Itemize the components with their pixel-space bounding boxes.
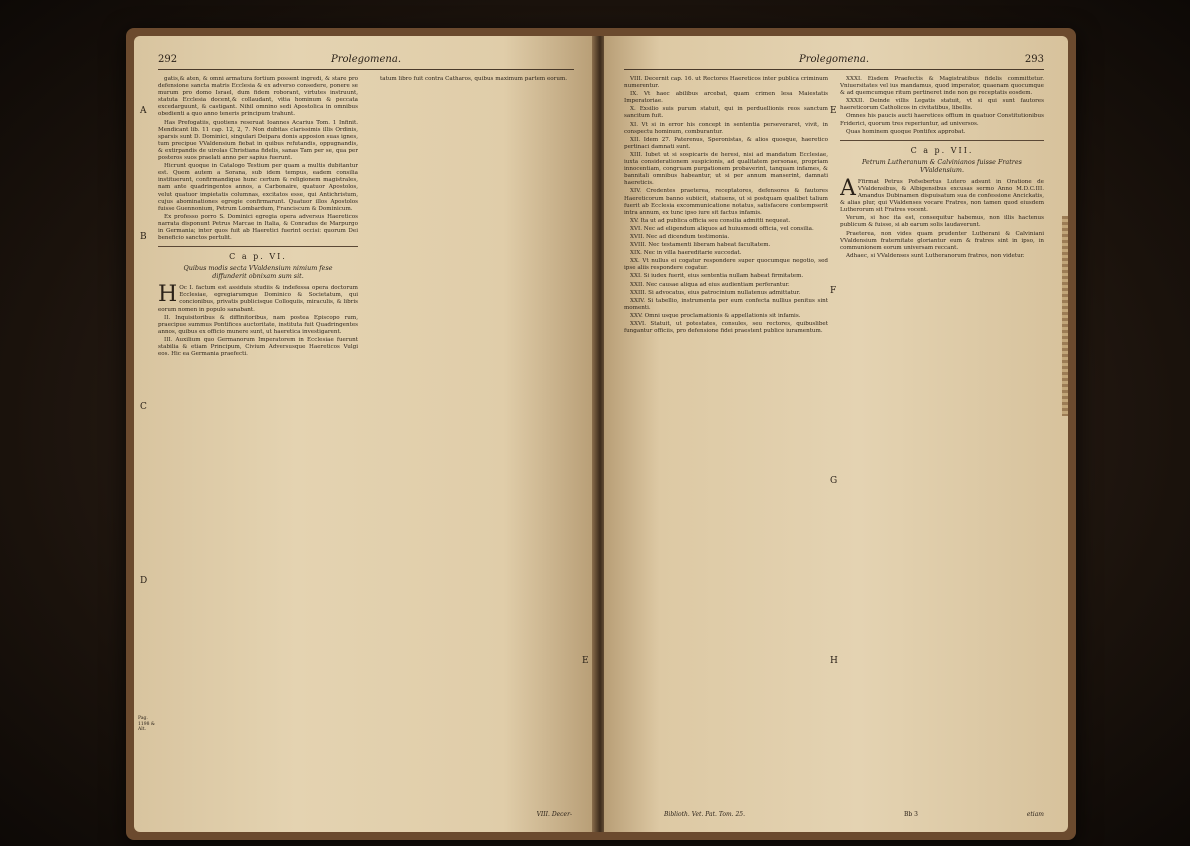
- paragraph: VIII. Decernit cap. 16. ut Rectores Haereticos inter publica criminum numerentur.: [624, 76, 828, 90]
- paragraph: III. Auxilium quo Germanorum Imperatorem in Ecclesiae fuerunt stabilia & etiam Principum, Civium Adversusque Haereticos Vulgi eos. Hic ea Germania praefecti.: [158, 336, 358, 358]
- paragraph: XXII. Nec causae aliqua ad eius audientiam perferantur.: [630, 281, 790, 288]
- margin-letter-e: E: [582, 656, 589, 666]
- paragraph: X. Exsilio suis purum statuit, qui in perduellionis reos sanctum sancitum fuit.: [624, 106, 828, 120]
- paragraph: XVII. Nec ad dicendum testimonia.: [630, 233, 730, 240]
- drop-cap: A: [840, 175, 856, 201]
- separator: [840, 140, 1044, 141]
- margin-letter-c: C: [140, 402, 147, 412]
- left-running-header: [158, 52, 574, 70]
- paragraph: XXIV. Si tabellio, instrumenta per eum confecta nullius penitus sint momenti.: [624, 297, 828, 311]
- paragraph: Praeterea, non vides quam prudenter Lutherani & Calviniani VValdensium fraternitate gloriantur eum & fratres sint in ipso, in communionem eorum universam reccant.: [840, 230, 1044, 251]
- left-page-number: 292: [158, 54, 178, 65]
- signature-mark: Bb 3: [904, 811, 918, 818]
- left-column-b: [374, 76, 574, 796]
- paragraph: XIII. Iubet ut si sospicaris de heresi, nisi ad mandatum Ecclesiae, iuxta considerationem suspicionis, ad qualitatem personae, propriam innocentiam, congruam purgationem probaverint, tanquam infames, & bannitali omnibus habeantur, ut si per annum manserint, damnati haereticis.: [624, 151, 828, 187]
- left-catchword: VIII. Decer-: [536, 811, 572, 818]
- left-col-b-text: [374, 76, 574, 83]
- paragraph: XX. Vt nullus ei cogatur respondere super quocumque negotio, sed ipse aliis respondere cogatur.: [624, 258, 828, 272]
- paragraph: tatum libro fuit contra Catharos, quibus maximum partem eorum.: [380, 76, 568, 82]
- paragraph: Has Prefogatiis, quotiens reseruat Ioannes Acarius Tom. 1 Infinit. Mendicant lib. 11 cap. 12, 2, 7. Non dubitas clarissimis illis Ordinis, sparsis sunt D. Dominici, singulari Deipara donis apposion suas ignes, tum precipue VValdensium fiebat in quibus refutandis, oppugnandis, & extirpandis de uirolas Christiana fidelis, sanas Tam per se, qua per posteros suos praelati anno per sapius fuerunt.: [158, 119, 358, 162]
- paragraph: XXVI. Statuit, ut potestates, consules, seu rectores, quibuslibet fungantur officiis, pro defensione fidei praestent publice iuramentum.: [624, 321, 828, 335]
- right-running-title: Prolegomena.: [798, 54, 870, 65]
- paragraph: Verum, si hoc ita est, consequitur habemus, non illis hactenus publicum & fuisse, si ab earum solis laudaverunt.: [840, 215, 1044, 229]
- paragraph: IX. Vt haec abilibus arcebat, quam crimen lesa Maiestatis Imperatoriae.: [624, 91, 828, 105]
- paragraph: Adhaec, si VValdenses sunt Lutheranorum fratres, non videtur.: [846, 252, 1025, 259]
- paragraph: II. Inquisitoribus & diffinitoribus, nam postea Episcopo rum, praecipue summus Pontifices auctoritate, instituta fuit Quadringentes annos, quibus ex officio munere sunt, ut haeretica investigarent.: [158, 314, 358, 335]
- separator: [158, 246, 358, 247]
- paragraph: XXI. Si iudex fuerit, eius sententia nullam habeat firmitatem.: [630, 273, 804, 280]
- margin-letter-e: E: [830, 106, 837, 116]
- paragraph: XXV. Omni usque proclamationis & appellationis sit infamis.: [630, 312, 801, 319]
- right-page-number: 293: [1024, 54, 1044, 65]
- paragraph: XIV. Credentes praeterea, receptatores, defensores & fautores Haereticorum banno subiicit, statuens, ut si postquam qualibet talium fuerit ab Ecclesia excommunicatione notatus, satisfacere contempserit intra annum, ex tunc ipso iure sit factus infamis.: [624, 188, 828, 216]
- left-column-a: [158, 76, 358, 796]
- chapter-opening: [158, 282, 358, 313]
- paragraph: XV. Ita ut ad publica officia seu consilia admitti nequeat.: [630, 217, 791, 224]
- paragraph: XXIII. Si advocatus, eius patrocinium nullatenus admittatur.: [630, 289, 801, 296]
- right-catchword: etiam: [1026, 811, 1044, 818]
- paragraph: XI. Vt si in error his concept in sententia perseveraret, vivit, in conspectu hominum, comburantur.: [624, 121, 828, 135]
- right-col-a-text: [624, 76, 828, 335]
- paragraph: Hicrunt quoque in Catalogo Testium per quam a multis dubitantur est. Quem autem a Sorana, sub idem tempus, eadem consilia instituerunt, confirmandique hunc certum & religionem magistrales, nam ante quadringentos annos, a Carbonaire, quatuor Apostolos, velut quatuor impietatis columnas, excitatos esse, qui Antichristum, cujus abominationes egregie confirmarunt. Quatuor illos Apostolos fuisse Guennonium, Petrum Lombardum, Franciscum & Dominicum.: [158, 163, 358, 212]
- margin-letter-g: G: [830, 476, 838, 486]
- page-edges: [1062, 216, 1068, 416]
- left-page: [134, 36, 596, 832]
- margin-letter-d: D: [140, 576, 148, 586]
- paragraph: XVI. Nec ad eligendum aliquos ad huiusmodi officia, vel consilia.: [630, 225, 814, 232]
- paragraph: XXXI. Eisdem Praefectis & Magistratibus fidelis committetur. Vniuersitates vel ius mandamus, quod imperator, quaenam quocumque & ad quemcumque ritum pertineret inde non ge receptatis eosdem.: [840, 76, 1044, 97]
- right-column-b: [840, 76, 1044, 796]
- chapter-heading: C a p. VII.: [910, 145, 974, 155]
- margin-letter-f: F: [830, 286, 837, 296]
- right-column-a: [624, 76, 828, 796]
- paragraph: XIX. Nec in villa haereditarie succedat.: [630, 250, 742, 257]
- paragraph: XXXII. Deinde villis Legatis statuit, vt si qui sunt fautores haereticorum Catholicos in civitatibus, libellis.: [840, 98, 1044, 112]
- chapter-heading: C a p. VI.: [229, 252, 287, 262]
- chapter-opening: [840, 175, 1044, 214]
- margin-letter-a: A: [140, 106, 147, 116]
- margin-letter-h: H: [830, 656, 838, 666]
- paragraph: Oc I. factum est assiduis studiis & indefessa opera doctorum Ecclesiae, egregiarumque Dominico & Societatum, qui concionibus, privatis publicisque Colloquiis, miraculis, & libris eorum nomen in populo sanabant.: [158, 285, 358, 313]
- left-running-title: Prolegomena.: [330, 54, 402, 65]
- right-running-header: [624, 52, 1044, 70]
- chapter-title: Quibus modis secta VValdensium nimium fese diffunderit obnixam sum sit.: [183, 264, 333, 281]
- chapter-title: Petrum Lutheranum & Calvinianos fuisse Fratres VValdensium.: [862, 157, 1022, 174]
- open-book: [126, 28, 1076, 840]
- paragraph: gatis,& aten, & omni armatura fortium possent ingredi, & stare pro defensione sancta matris Ecclesia & ex adverso consedere, ponere se murum pro domo Israel, dum fidem roborant, virtutes instruunt, statuta Ecclesia docent,& collaudant, vitia hominum & peccata excedarguunt, & castigant. Nihil omnino sedi Apostolica in omnibus obedienti a quo anno teneris principum trahunt.: [158, 76, 358, 118]
- paragraph: Ffirmat Petrus Pofsebertus Lutero adsunt in Oratione de VValdensibus, & Albigensibus excusas sermo Anno M.D.C.III. Amandus Dubinamen dispuisatum sua de confessione Ancickatis, & alias plur, qui VValdenses vocare Fratres, non tamen quod eiusdem Lutherorum sit Fratres vocent.: [840, 178, 1044, 214]
- left-col-a-text: [158, 76, 358, 358]
- paragraph: Quas hominem quoque Pontifex approbat.: [846, 128, 966, 135]
- drop-cap: H: [158, 282, 178, 308]
- margin-letter-b: B: [140, 232, 147, 242]
- right-page: [604, 36, 1068, 832]
- side-note: Pag. 1198 & Alt.: [138, 716, 155, 732]
- signature-line: Biblioth. Vet. Pat. Tom. 25.: [664, 811, 746, 818]
- paragraph: XII. Idem 27. Paterenus, Speronistas, & alios quosque, haeretico pertinaci damnati sunt.: [624, 136, 828, 150]
- right-col-b-text: [840, 76, 1044, 260]
- paragraph: XVIII. Nec testamenti liberam habeat facultatem.: [630, 242, 771, 249]
- paragraph: Ex professo porro S. Dominici egregia opera adversus Haereticos narrata disponunt Petrus Marcae in Italia, & Conradus de Marpurgo in Germania; inter quos fuit ab Haeretici fuerint occisi: quorum Dei beneficio sanctos pertulit.: [158, 213, 358, 242]
- paragraph: Omnes his paucis aucti haeretices offium in quatuor Constitutionibus Friderici, quorum tres reperiuntur, ad universos.: [840, 113, 1044, 127]
